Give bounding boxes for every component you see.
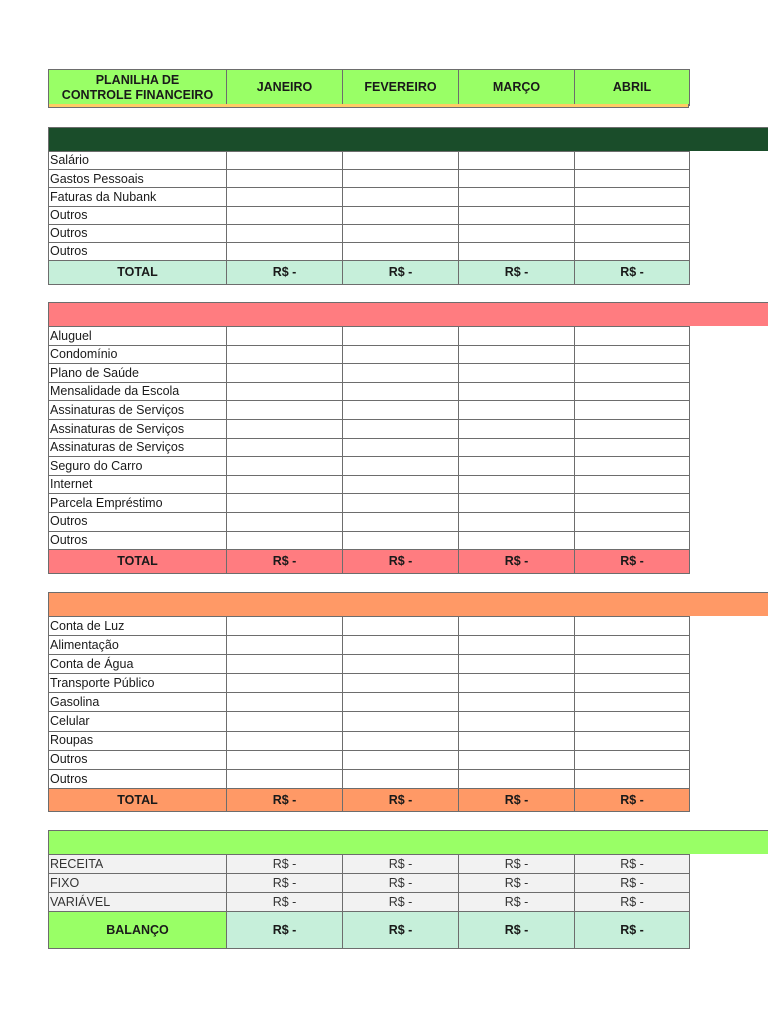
fixed-row-label[interactable]: Outros [49, 531, 227, 550]
income-section-band[interactable] [48, 127, 768, 151]
variable-row [49, 750, 690, 769]
month-header-janeiro[interactable]: JANEIRO [227, 70, 343, 106]
variable-value-cell[interactable] [459, 769, 575, 788]
income-total-marco[interactable]: R$ - [459, 261, 575, 285]
fixed-row-label[interactable]: Seguro do Carro [49, 457, 227, 476]
income-value-cell[interactable] [459, 242, 575, 260]
fixed-total-row [49, 550, 690, 574]
variable-value-cell[interactable] [575, 769, 690, 788]
fixed-value-cell[interactable] [575, 531, 690, 550]
variable-value-cell[interactable] [343, 617, 459, 636]
variable-value-cell[interactable] [459, 693, 575, 712]
variable-value-cell[interactable] [343, 693, 459, 712]
income-row [49, 224, 690, 242]
income-row [49, 152, 690, 170]
fixed-row-label[interactable]: Outros [49, 512, 227, 531]
fixed-value-cell[interactable] [343, 382, 459, 401]
variable-row-label[interactable]: Transporte Público [49, 674, 227, 693]
variable-value-cell[interactable] [459, 617, 575, 636]
variable-value-cell[interactable] [575, 750, 690, 769]
fixed-value-cell[interactable] [459, 494, 575, 513]
fixed-value-cell[interactable] [459, 438, 575, 457]
fixed-row [49, 475, 690, 494]
variable-value-cell[interactable] [575, 674, 690, 693]
fixed-value-cell[interactable] [343, 419, 459, 438]
fixed-total-label: TOTAL [49, 550, 227, 574]
summary-row-fixo [49, 874, 690, 893]
variable-value-cell[interactable] [227, 617, 343, 636]
fixed-total-abril[interactable]: R$ - [575, 550, 690, 574]
variable-value-cell[interactable] [459, 731, 575, 750]
balance-fevereiro[interactable]: R$ - [343, 912, 459, 949]
variable-value-cell[interactable] [343, 712, 459, 731]
variable-value-cell[interactable] [575, 712, 690, 731]
fixed-value-cell[interactable] [343, 345, 459, 364]
variable-section-band[interactable] [48, 592, 768, 616]
income-value-cell[interactable] [575, 224, 690, 242]
fixed-value-cell[interactable] [575, 494, 690, 513]
variable-value-cell[interactable] [227, 731, 343, 750]
variable-value-cell[interactable] [227, 769, 343, 788]
summary-value[interactable]: R$ - [459, 893, 575, 912]
summary-row-receita [49, 855, 690, 874]
variable-row-label[interactable]: Conta de Luz [49, 617, 227, 636]
fixed-value-cell[interactable] [459, 512, 575, 531]
fixed-value-cell[interactable] [343, 531, 459, 550]
sheet-title-cell[interactable] [49, 70, 227, 106]
income-value-cell[interactable] [575, 206, 690, 224]
header-table [48, 69, 690, 106]
variable-row [49, 636, 690, 655]
fixed-total-fevereiro[interactable]: R$ - [343, 550, 459, 574]
fixed-value-cell[interactable] [459, 382, 575, 401]
fixed-value-cell[interactable] [227, 345, 343, 364]
fixed-row-label[interactable]: Aluguel [49, 327, 227, 346]
variable-value-cell[interactable] [459, 636, 575, 655]
fixed-row [49, 327, 690, 346]
variable-row [49, 674, 690, 693]
month-header-marco[interactable]: MARÇO [459, 70, 575, 106]
fixed-value-cell[interactable] [575, 327, 690, 346]
income-table [48, 151, 690, 285]
fixed-value-cell[interactable] [575, 438, 690, 457]
variable-value-cell[interactable] [459, 750, 575, 769]
fixed-value-cell[interactable] [575, 419, 690, 438]
variable-value-cell[interactable] [575, 617, 690, 636]
income-row [49, 170, 690, 188]
summary-value[interactable]: R$ - [227, 874, 343, 893]
fixed-value-cell[interactable] [227, 531, 343, 550]
fixed-value-cell[interactable] [227, 327, 343, 346]
fixed-row [49, 345, 690, 364]
variable-total-label: TOTAL [49, 788, 227, 811]
fixed-value-cell[interactable] [459, 401, 575, 420]
variable-value-cell[interactable] [227, 712, 343, 731]
income-value-cell[interactable] [227, 152, 343, 170]
income-value-cell[interactable] [575, 242, 690, 260]
variable-value-cell[interactable] [227, 693, 343, 712]
fixed-value-cell[interactable] [459, 475, 575, 494]
variable-value-cell[interactable] [343, 674, 459, 693]
variable-row [49, 731, 690, 750]
fixed-row-label[interactable]: Internet [49, 475, 227, 494]
fixed-value-cell[interactable] [459, 419, 575, 438]
fixed-row [49, 531, 690, 550]
variable-total-janeiro[interactable]: R$ - [227, 788, 343, 811]
sheet-title-line2: CONTROLE FINANCEIRO [61, 87, 214, 102]
income-value-cell[interactable] [575, 170, 690, 188]
balance-janeiro[interactable]: R$ - [227, 912, 343, 949]
income-row-label[interactable]: Gastos Pessoais [49, 170, 227, 188]
summary-value[interactable]: R$ - [227, 893, 343, 912]
variable-value-cell[interactable] [459, 674, 575, 693]
month-header-abril[interactable]: ABRIL [575, 70, 690, 106]
variable-row [49, 693, 690, 712]
fixed-value-cell[interactable] [575, 345, 690, 364]
fixed-value-cell[interactable] [227, 401, 343, 420]
variable-row [49, 712, 690, 731]
income-row-label[interactable]: Outros [49, 224, 227, 242]
variable-row-label[interactable]: Outros [49, 750, 227, 769]
variable-row-label[interactable]: Alimentação [49, 636, 227, 655]
variable-row [49, 769, 690, 788]
variable-value-cell[interactable] [343, 636, 459, 655]
summary-row-variavel [49, 893, 690, 912]
fixed-value-cell[interactable] [575, 512, 690, 531]
variable-total-row [49, 788, 690, 811]
variable-expenses-table [48, 616, 690, 812]
fixed-value-cell[interactable] [459, 364, 575, 383]
balance-marco[interactable]: R$ - [459, 912, 575, 949]
variable-total-abril[interactable]: R$ - [575, 788, 690, 811]
fixed-row-label[interactable]: Assinaturas de Serviços [49, 401, 227, 420]
fixed-row-label[interactable]: Condomínio [49, 345, 227, 364]
fixed-row-label[interactable]: Parcela Empréstimo [49, 494, 227, 513]
fixed-row [49, 494, 690, 513]
fixed-row-label[interactable]: Mensalidade da Escola [49, 382, 227, 401]
income-value-cell[interactable] [227, 188, 343, 206]
variable-row [49, 617, 690, 636]
fixed-value-cell[interactable] [227, 382, 343, 401]
summary-value[interactable]: R$ - [227, 855, 343, 874]
fixed-value-cell[interactable] [575, 401, 690, 420]
fixed-row [49, 438, 690, 457]
fixed-row-label[interactable]: Assinaturas de Serviços [49, 438, 227, 457]
variable-value-cell[interactable] [575, 693, 690, 712]
variable-value-cell[interactable] [343, 769, 459, 788]
balance-row [49, 912, 690, 949]
header-underline [48, 104, 689, 108]
summary-value[interactable]: R$ - [343, 874, 459, 893]
fixed-value-cell[interactable] [459, 531, 575, 550]
header-row [49, 70, 690, 106]
variable-value-cell[interactable] [343, 655, 459, 674]
variable-row [49, 655, 690, 674]
summary-value[interactable]: R$ - [459, 874, 575, 893]
fixed-value-cell[interactable] [343, 327, 459, 346]
income-value-cell[interactable] [227, 224, 343, 242]
income-row-label[interactable]: Outros [49, 242, 227, 260]
income-row-label[interactable]: Salário [49, 152, 227, 170]
income-value-cell[interactable] [575, 152, 690, 170]
variable-row-label[interactable]: Celular [49, 712, 227, 731]
fixed-row [49, 419, 690, 438]
variable-value-cell[interactable] [227, 655, 343, 674]
variable-row-label[interactable]: Gasolina [49, 693, 227, 712]
summary-table [48, 854, 690, 949]
fixed-value-cell[interactable] [343, 438, 459, 457]
fixed-row [49, 401, 690, 420]
income-value-cell[interactable] [227, 242, 343, 260]
income-value-cell[interactable] [343, 188, 459, 206]
fixed-value-cell[interactable] [227, 419, 343, 438]
income-value-cell[interactable] [343, 152, 459, 170]
variable-total-fevereiro[interactable]: R$ - [343, 788, 459, 811]
fixed-row-label[interactable]: Plano de Saúde [49, 364, 227, 383]
variable-value-cell[interactable] [227, 636, 343, 655]
income-row [49, 242, 690, 260]
fixed-value-cell[interactable] [459, 327, 575, 346]
variable-value-cell[interactable] [227, 750, 343, 769]
income-value-cell[interactable] [227, 170, 343, 188]
variable-value-cell[interactable] [575, 731, 690, 750]
balance-label: BALANÇO [49, 912, 227, 949]
summary-value[interactable]: R$ - [575, 874, 690, 893]
income-total-janeiro[interactable]: R$ - [227, 261, 343, 285]
income-value-cell[interactable] [575, 188, 690, 206]
fixed-row-label[interactable]: Assinaturas de Serviços [49, 419, 227, 438]
income-total-label: TOTAL [49, 261, 227, 285]
fixed-row [49, 512, 690, 531]
fixed-total-marco[interactable]: R$ - [459, 550, 575, 574]
income-total-fevereiro[interactable]: R$ - [343, 261, 459, 285]
income-value-cell[interactable] [343, 170, 459, 188]
fixed-value-cell[interactable] [343, 494, 459, 513]
income-value-cell[interactable] [459, 170, 575, 188]
income-row [49, 206, 690, 224]
variable-row-label[interactable]: Conta de Água [49, 655, 227, 674]
fixed-value-cell[interactable] [575, 457, 690, 476]
fixed-total-janeiro[interactable]: R$ - [227, 550, 343, 574]
fixed-value-cell[interactable] [575, 364, 690, 383]
fixed-value-cell[interactable] [227, 494, 343, 513]
summary-value[interactable]: R$ - [459, 855, 575, 874]
income-value-cell[interactable] [459, 224, 575, 242]
fixed-value-cell[interactable] [343, 457, 459, 476]
variable-row-label[interactable]: Outros [49, 769, 227, 788]
variable-value-cell[interactable] [343, 731, 459, 750]
summary-value[interactable]: R$ - [343, 855, 459, 874]
summary-label: RECEITA [49, 855, 227, 874]
income-total-row [49, 261, 690, 285]
income-value-cell[interactable] [459, 188, 575, 206]
fixed-value-cell[interactable] [343, 475, 459, 494]
income-value-cell[interactable] [343, 242, 459, 260]
balance-abril[interactable]: R$ - [575, 912, 690, 949]
income-value-cell[interactable] [343, 206, 459, 224]
fixed-expenses-table [48, 326, 690, 574]
fixed-row [49, 382, 690, 401]
income-value-cell[interactable] [343, 224, 459, 242]
fixed-value-cell[interactable] [459, 345, 575, 364]
fixed-value-cell[interactable] [227, 438, 343, 457]
month-header-fevereiro[interactable]: FEVEREIRO [343, 70, 459, 106]
summary-section-band[interactable] [48, 830, 768, 854]
variable-total-marco[interactable]: R$ - [459, 788, 575, 811]
sheet-title-line1: PLANILHA DE [95, 73, 180, 88]
fixed-value-cell[interactable] [575, 475, 690, 494]
variable-value-cell[interactable] [575, 636, 690, 655]
variable-value-cell[interactable] [459, 655, 575, 674]
variable-value-cell[interactable] [575, 655, 690, 674]
fixed-value-cell[interactable] [343, 401, 459, 420]
fixed-value-cell[interactable] [575, 382, 690, 401]
fixed-value-cell[interactable] [227, 512, 343, 531]
income-row [49, 188, 690, 206]
fixed-value-cell[interactable] [227, 364, 343, 383]
summary-label: VARIÁVEL [49, 893, 227, 912]
variable-row-label[interactable]: Roupas [49, 731, 227, 750]
variable-value-cell[interactable] [459, 712, 575, 731]
fixed-row [49, 457, 690, 476]
fixed-section-band[interactable] [48, 302, 768, 326]
income-value-cell[interactable] [459, 206, 575, 224]
fixed-value-cell[interactable] [227, 457, 343, 476]
variable-value-cell[interactable] [227, 674, 343, 693]
summary-value[interactable]: R$ - [343, 893, 459, 912]
variable-value-cell[interactable] [343, 750, 459, 769]
summary-value[interactable]: R$ - [575, 855, 690, 874]
income-row-label[interactable]: Faturas da Nubank [49, 188, 227, 206]
fixed-row [49, 364, 690, 383]
fixed-value-cell[interactable] [459, 457, 575, 476]
summary-value[interactable]: R$ - [575, 893, 690, 912]
fixed-value-cell[interactable] [343, 512, 459, 531]
fixed-value-cell[interactable] [227, 475, 343, 494]
fixed-value-cell[interactable] [343, 364, 459, 383]
income-value-cell[interactable] [459, 152, 575, 170]
income-value-cell[interactable] [227, 206, 343, 224]
income-row-label[interactable]: Outros [49, 206, 227, 224]
income-total-abril[interactable]: R$ - [575, 261, 690, 285]
summary-label: FIXO [49, 874, 227, 893]
